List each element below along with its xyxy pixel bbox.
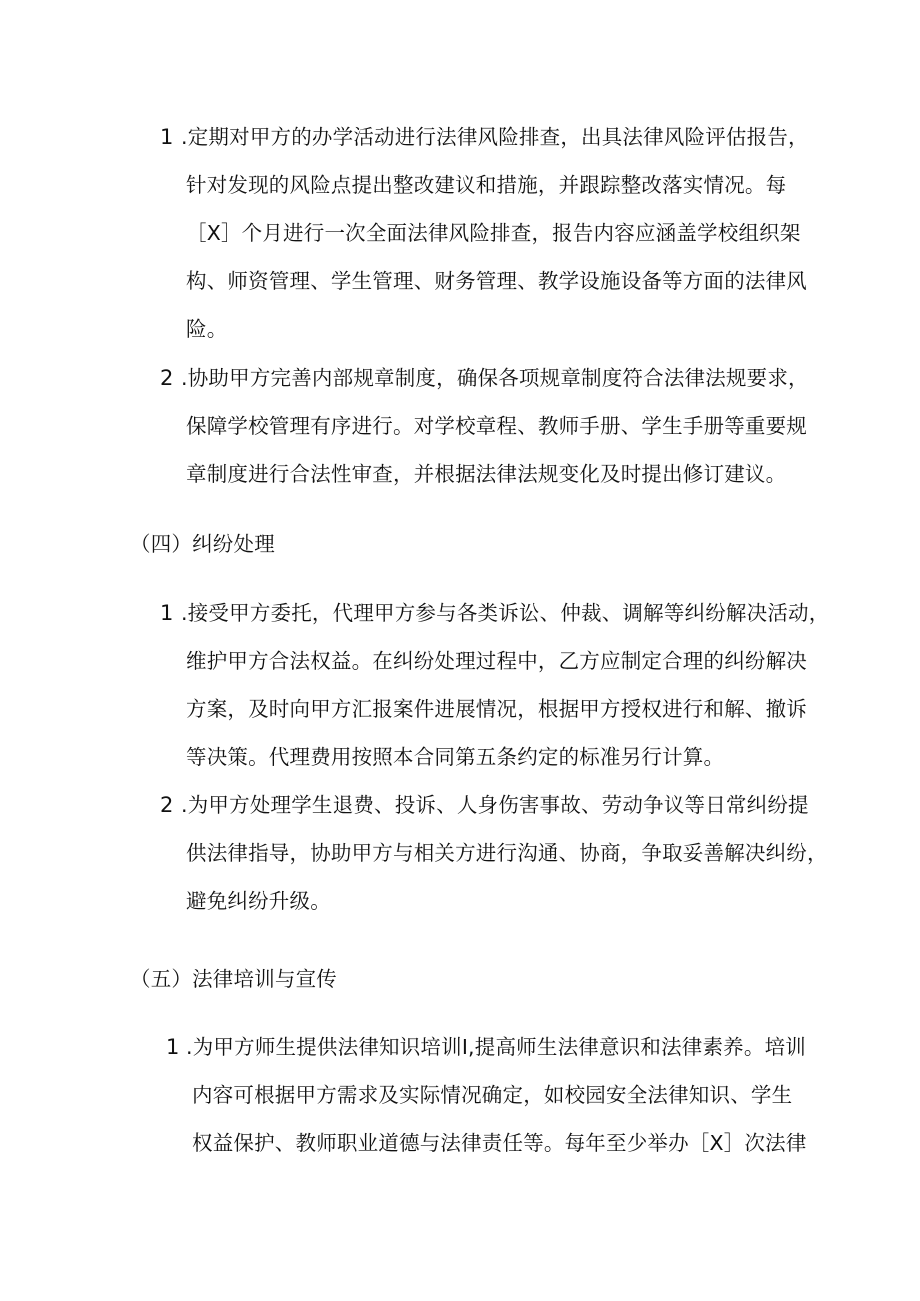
list-item-number: 1 bbox=[160, 125, 174, 149]
paragraph-line: .接受甲方委托，代理甲方参与各类诉讼、仲裁、调解等纠纷解决活动， bbox=[181, 601, 830, 625]
paragraph-line: 构、师资管理、学生管理、财务管理、教学设施设备等方面的法律风 bbox=[186, 269, 807, 293]
section-heading: （五）法律培训与宣传 bbox=[130, 967, 337, 991]
paragraph-line: 险。 bbox=[186, 317, 228, 341]
paragraph-line: .定期对甲方的办学活动进行法律风险排查，出具法律风险评估报告， bbox=[181, 125, 809, 149]
paragraph-line: 章制度进行合法性审查，并根据法律法规变化及时提出修订建议。 bbox=[186, 462, 787, 486]
paragraph-line: .协助甲方完善内部规章制度，确保各项规章制度符合法律法规要求， bbox=[181, 366, 809, 390]
paragraph-line: 避免纠纷升级。 bbox=[186, 889, 331, 913]
list-item-number: 2 bbox=[160, 793, 174, 817]
list-item-number: 1 bbox=[166, 1035, 180, 1059]
paragraph-line: 方案，及时向甲方汇报案件进展情况，根据甲方授权进行和解、撤诉 bbox=[186, 697, 807, 721]
paragraph-line: 内容可根据甲方需求及实际情况确定，如校园安全法律知识、学生 bbox=[192, 1083, 793, 1107]
paragraph-line: .为甲方处理学生退费、投诉、人身伤害事故、劳动争议等日常纠纷提 bbox=[181, 793, 809, 817]
paragraph-line: 供法律指导，协助甲方与相关方进行沟通、协商，争取妥善解决纠纷， bbox=[186, 841, 828, 865]
list-item-number: 1 bbox=[160, 601, 174, 625]
paragraph-line: 等决策。代理费用按照本合同第五条约定的标准另行计算。 bbox=[186, 745, 725, 769]
paragraph-line: 保障学校管理有序进行。对学校章程、教师手册、学生手册等重要规 bbox=[186, 414, 807, 438]
paragraph-line: 针对发现的风险点提出整改建议和措施，并跟踪整改落实情况。每 bbox=[186, 173, 787, 197]
paragraph-line: 权益保护、教师职业道德与法律责任等。每年至少举办［X］次法律 bbox=[192, 1131, 807, 1155]
paragraph-line: 维护甲方合法权益。在纠纷处理过程中，乙方应制定合理的纠纷解决 bbox=[186, 649, 807, 673]
paragraph-line: ［X］个月进行一次全面法律风险排查，报告内容应涵盖学校组织架 bbox=[186, 221, 801, 245]
section-heading: （四）纠纷处理 bbox=[130, 532, 275, 556]
list-item-number: 2 bbox=[160, 366, 174, 390]
paragraph-line: .为甲方师生提供法律知识培训I,提高师生法律意识和法律素养。培训 bbox=[186, 1035, 806, 1059]
